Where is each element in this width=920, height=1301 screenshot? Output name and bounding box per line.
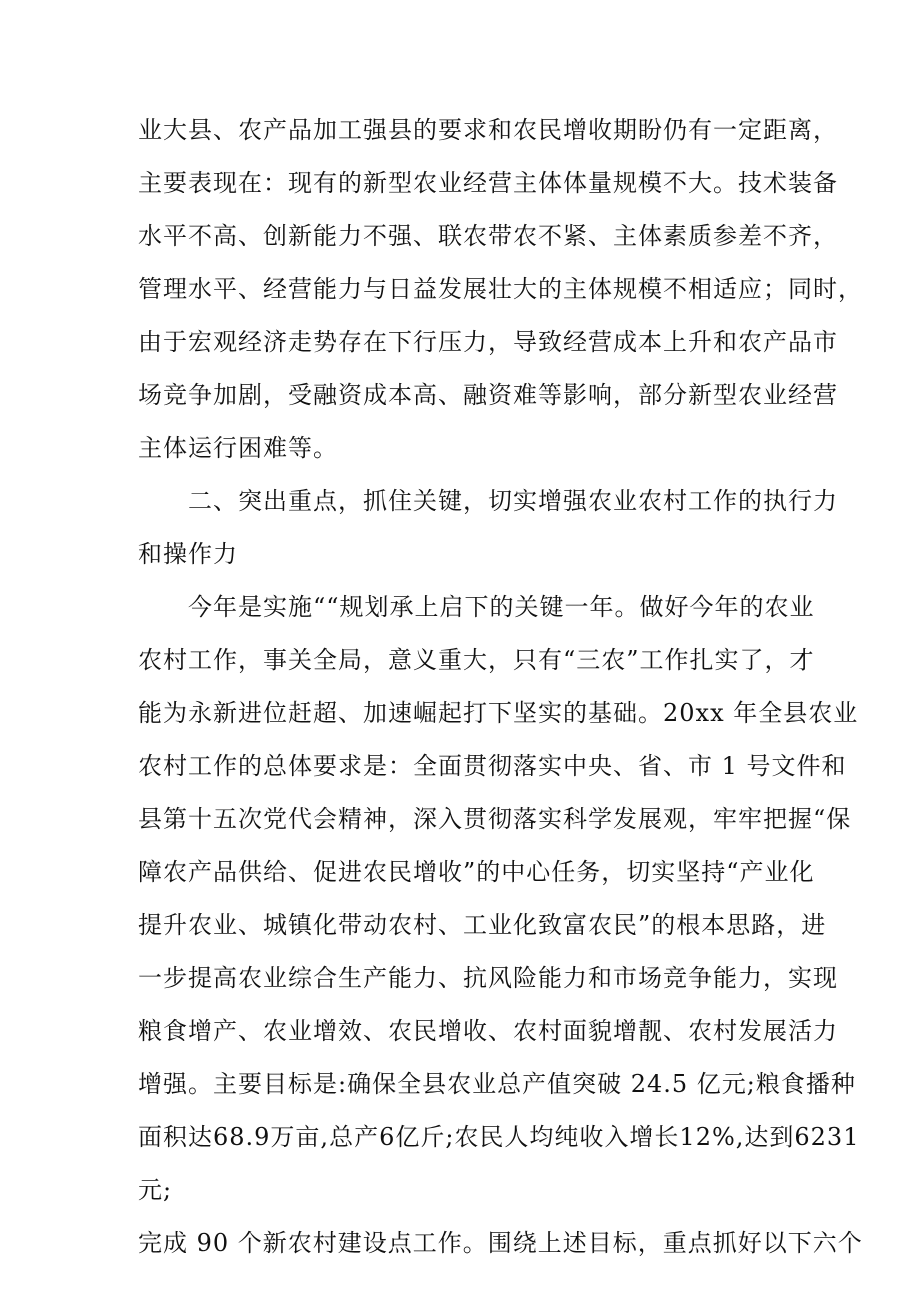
paragraph-line: 障农产品供给、促进农民增收”的中心任务，切实坚持“产业化	[138, 858, 815, 886]
paragraph-line: 增强。主要目标是:确保全县农业总产值突破 24.5 亿元;粮食播种	[138, 1070, 856, 1098]
paragraph-line: 管理水平、经营能力与日益发展壮大的主体规模不相适应；同时，	[138, 275, 863, 303]
paragraph-line: 完成 90 个新农村建设点工作。围绕上述目标，重点抓好以下六个	[138, 1229, 863, 1257]
paragraph-line: 农村工作，事关全局，意义重大，只有“三农”工作扎实了，才	[138, 646, 815, 674]
paragraph-line: 能为永新进位赶超、加速崛起打下坚实的基础。20xx 年全县农业	[138, 699, 859, 727]
paragraph-line: 主要表现在：现有的新型农业经营主体体量规模不大。技术装备	[138, 169, 838, 197]
section-heading-line: 二、突出重点，抓住关键，切实增强农业农村工作的执行力	[188, 487, 838, 515]
paragraph-line: 元;	[138, 1176, 173, 1204]
paragraph-line: 县第十五次党代会精神，深入贯彻落实科学发展观，牢牢把握“保	[138, 805, 852, 833]
paragraph-line: 主体运行困难等。	[138, 434, 338, 462]
paragraph-line: 提升农业、城镇化带动农村、工业化致富农民”的根本思路，进	[138, 911, 827, 939]
paragraph-line: 场竞争加剧，受融资成本高、融资难等影响，部分新型农业经营	[138, 381, 838, 409]
paragraph-line: 农村工作的总体要求是：全面贯彻落实中央、省、市 1 号文件和	[138, 752, 847, 780]
section-heading-line: 和操作力	[138, 540, 238, 568]
paragraph-line: 粮食增产、农业增效、农民增收、农村面貌增靓、农村发展活力	[138, 1017, 838, 1045]
paragraph-line: 面积达68.9万亩,总产6亿斤;农民人均纯收入增长12%,达到6231	[138, 1123, 860, 1151]
paragraph-line: 今年是实施““规划承上启下的关键一年。做好今年的农业	[188, 593, 815, 621]
paragraph-line: 一步提高农业综合生产能力、抗风险能力和市场竞争能力，实现	[138, 964, 838, 992]
paragraph-line: 业大县、农产品加工强县的要求和农民增收期盼仍有一定距离，	[138, 116, 838, 144]
paragraph-line: 由于宏观经济走势存在下行压力，导致经营成本上升和农产品市	[138, 328, 838, 356]
paragraph-line: 水平不高、创新能力不强、联农带农不紧、主体素质参差不齐，	[138, 222, 838, 250]
